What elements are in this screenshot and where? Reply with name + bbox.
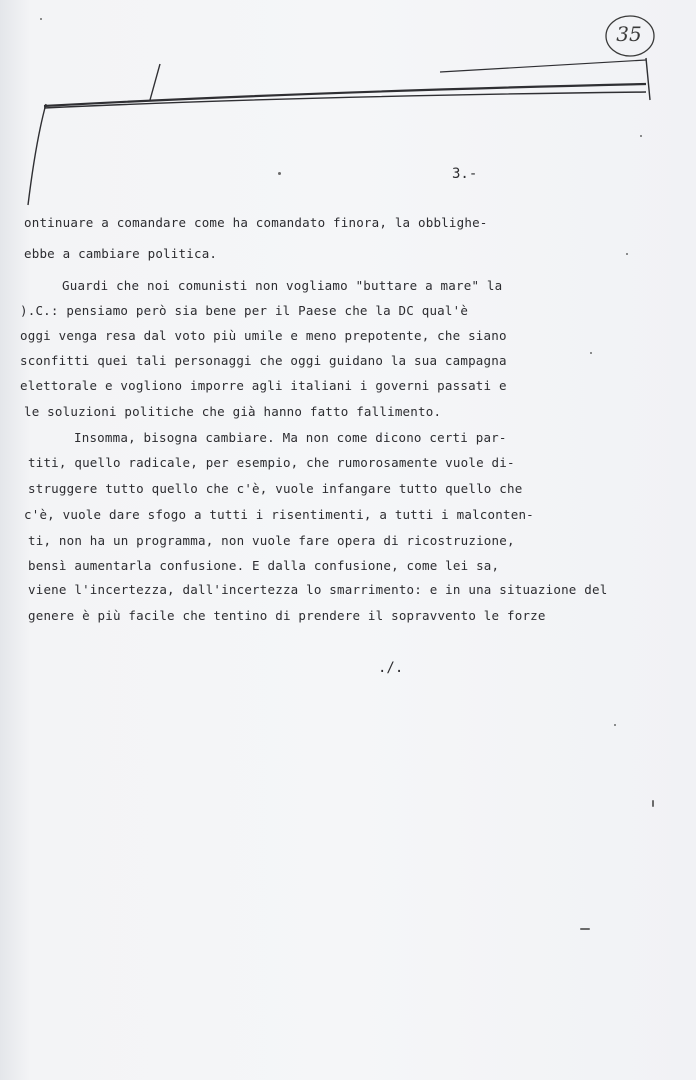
text-line: Guardi che noi comunisti non vogliamo "buttare a mare" la [62, 278, 503, 293]
page-number: 3.- [452, 166, 478, 182]
text-line: c'è, vuole dare sfogo a tutti i risentimenti, a tutti i malconten- [24, 507, 534, 522]
text-line: sconfitti quei tali personaggi che oggi guidano la sua campagna [20, 353, 507, 368]
header-rule-lines [0, 0, 696, 230]
text-line: struggere tutto quello che c'è, vuole infangare tutto quello che [28, 481, 523, 496]
paper-speck [278, 172, 281, 175]
text-line: le soluzioni politiche che già hanno fatto fallimento. [24, 404, 442, 419]
paper-speck [640, 135, 642, 137]
text-line: viene l'incertezza, dall'incertezza lo smarrimento: e in una situazione del [28, 582, 608, 597]
text-line: oggi venga resa dal voto più umile e meno prepotente, che siano [20, 328, 507, 343]
text-line: Insomma, bisogna cambiare. Ma non come dicono certi par- [74, 430, 507, 445]
text-line: ontinuare a comandare come ha comandato finora, la obblighe- [24, 215, 488, 230]
paper-speck [40, 18, 42, 20]
text-line: titi, quello radicale, per esempio, che rumorosamente vuole di- [28, 455, 515, 470]
text-line: genere è più facile che tentino di prendere il sopravvento le forze [28, 608, 546, 623]
archive-number: 35 [616, 22, 642, 46]
paper-speck [580, 928, 590, 930]
paper-speck [626, 253, 628, 255]
text-line: ebbe a cambiare politica. [24, 246, 218, 261]
text-line: ti, non ha un programma, non vuole fare opera di ricostruzione, [28, 533, 515, 548]
text-line: bensì aumentarla confusione. E dalla confusione, come lei sa, [28, 558, 500, 573]
paper-speck [614, 724, 616, 726]
continuation-mark: ./. [378, 660, 404, 676]
text-line: ).C.: pensiamo però sia bene per il Paese che la DC qual'è [20, 303, 469, 318]
paper-speck [652, 800, 654, 807]
paper-speck [590, 352, 592, 354]
text-line: elettorale e vogliono imporre agli italiani i governi passati e [20, 378, 507, 393]
